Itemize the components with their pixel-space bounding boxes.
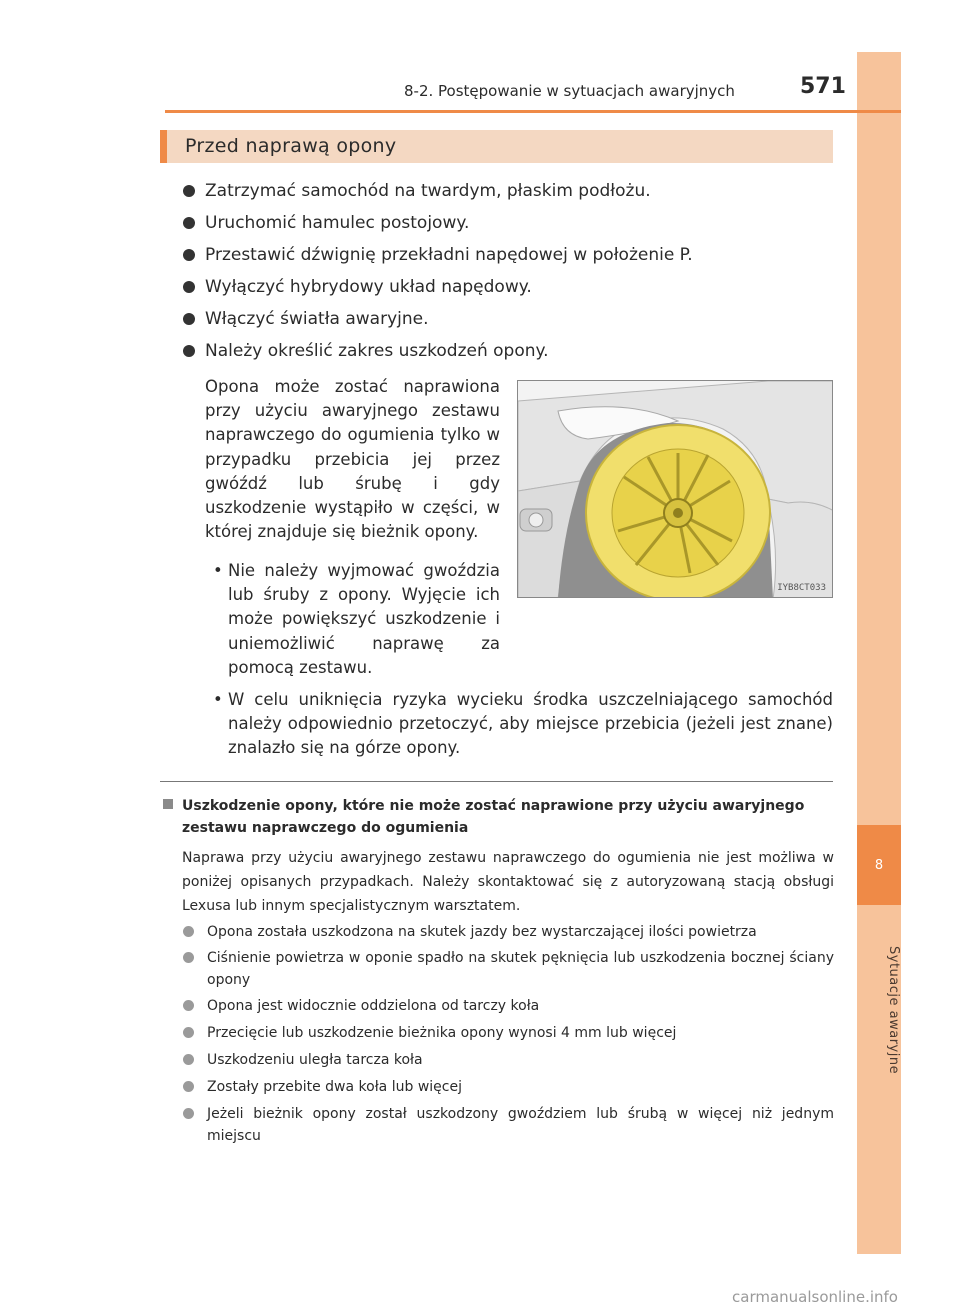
bullet-dot-icon [183,281,195,293]
header-divider [165,110,901,113]
bullet-text: Wyłączyć hybrydowy układ napędowy. [205,277,532,297]
bullet-item [183,181,651,201]
info-heading: Uszkodzenie opony, które nie może zostać naprawione przy użyciu awaryjnego zestawu naprawczego do ogumienia [182,798,805,836]
bullet-dot-icon [183,1054,194,1065]
bullet-text: Zatrzymać samochód na twardym, płaskim podłożu. [205,181,651,201]
bullet-dot-icon [183,926,194,937]
sub-item-text: Nie należy wyjmować gwoździa lub śruby z opony. Wyjęcie ich może powiększyć uszkodzenie i uniemożliwić naprawę za pomocą zestawu. [228,561,500,677]
running-head: 8-2. Postępowanie w sytuacjach awaryjnych [404,82,735,100]
bullet-text: Uruchomić hamulec postojowy. [205,213,470,233]
tire-damage-paragraph: Opona może zostać naprawiona przy użyciu awaryjnego zestawu naprawczego do ogumienia tylko w przypadku przebicia jej przez gwóźdź lub śrubę i gdy uszkodzenie wystąpiło w części, w której znajduje się bieżnik opony. [205,377,500,542]
bullet-dot-icon [183,345,195,357]
page-number: 571 [800,74,846,99]
sub-item-text: W celu uniknięcia ryzyka wycieku środka uszczelniającego samochód należy odpowiednio przetoczyć, aby miejsce przebicia (jeżeli jest znane) znalazło się na górze opony. [228,690,833,758]
info-paragraph: Naprawa przy użyciu awaryjnego zestawu naprawczego do ogumienia nie jest możliwa w poniżej opisanych przypadkach. Należy skontaktować się z autoryzowaną stacją obsługi Lexusa lub innym specjalistycznym warsztatem. [182,850,834,914]
list-item-text: Przecięcie lub uszkodzenie bieżnika opony wynosi 4 mm lub więcej [207,1025,677,1041]
sub-bullet-icon: • [213,690,223,709]
section-divider [160,781,833,782]
section-title-bar [160,130,833,163]
sub-bullet-icon: • [213,561,223,580]
sub-item [213,688,833,761]
bullet-item [183,309,429,329]
car-wheel-illustration [518,381,833,598]
bullet-text: Włączyć światła awaryjne. [205,309,429,329]
chapter-label: Sytuacje awaryjne [886,945,901,1075]
bullet-item [183,245,693,265]
list-item-text: Opona została uszkodzona na skutek jazdy bez wystarczającej ilości powietrza [207,924,757,940]
bullet-text: Przestawić dźwignię przekładni napędowej w położenie P. [205,245,693,265]
bullet-dot-icon [183,185,195,197]
figure-code: IYB8CT033 [777,583,826,593]
bullet-text: Należy określić zakres uszkodzeń opony. [205,341,549,361]
bullet-item [183,277,532,297]
chapter-number: 8 [857,825,901,905]
bullet-item [183,341,549,361]
bullet-dot-icon [183,1108,194,1119]
wheel-illustration [517,380,833,598]
list-item-text: Uszkodzeniu uległa tarcza koła [207,1052,423,1068]
bullet-item [183,213,469,233]
info-square-icon [163,799,173,809]
section-title: Przed naprawą opony [185,135,397,157]
list-item-text: Zostały przebite dwa koła lub więcej [207,1079,462,1095]
bullet-dot-icon [183,952,194,963]
list-item-text: Jeżeli bieżnik opony został uszkodzony gwoździem lub śrubą w więcej niż jednym miejscu [207,1106,834,1144]
sub-item [213,559,500,680]
bullet-dot-icon [183,313,195,325]
bullet-dot-icon [183,1027,194,1038]
bullet-dot-icon [183,1081,194,1092]
list-item-text: Ciśnienie powietrza w oponie spadło na skutek pęknięcia lub uszkodzenia bocznej ściany opony [207,950,834,988]
bullet-dot-icon [183,217,195,229]
bullet-dot-icon [183,249,195,261]
watermark: carmanualsonline.info [732,1288,898,1306]
list-item-text: Opona jest widocznie oddzielona od tarczy koła [207,998,540,1014]
bullet-dot-icon [183,1000,194,1011]
chapter-side-tab [857,52,901,1254]
